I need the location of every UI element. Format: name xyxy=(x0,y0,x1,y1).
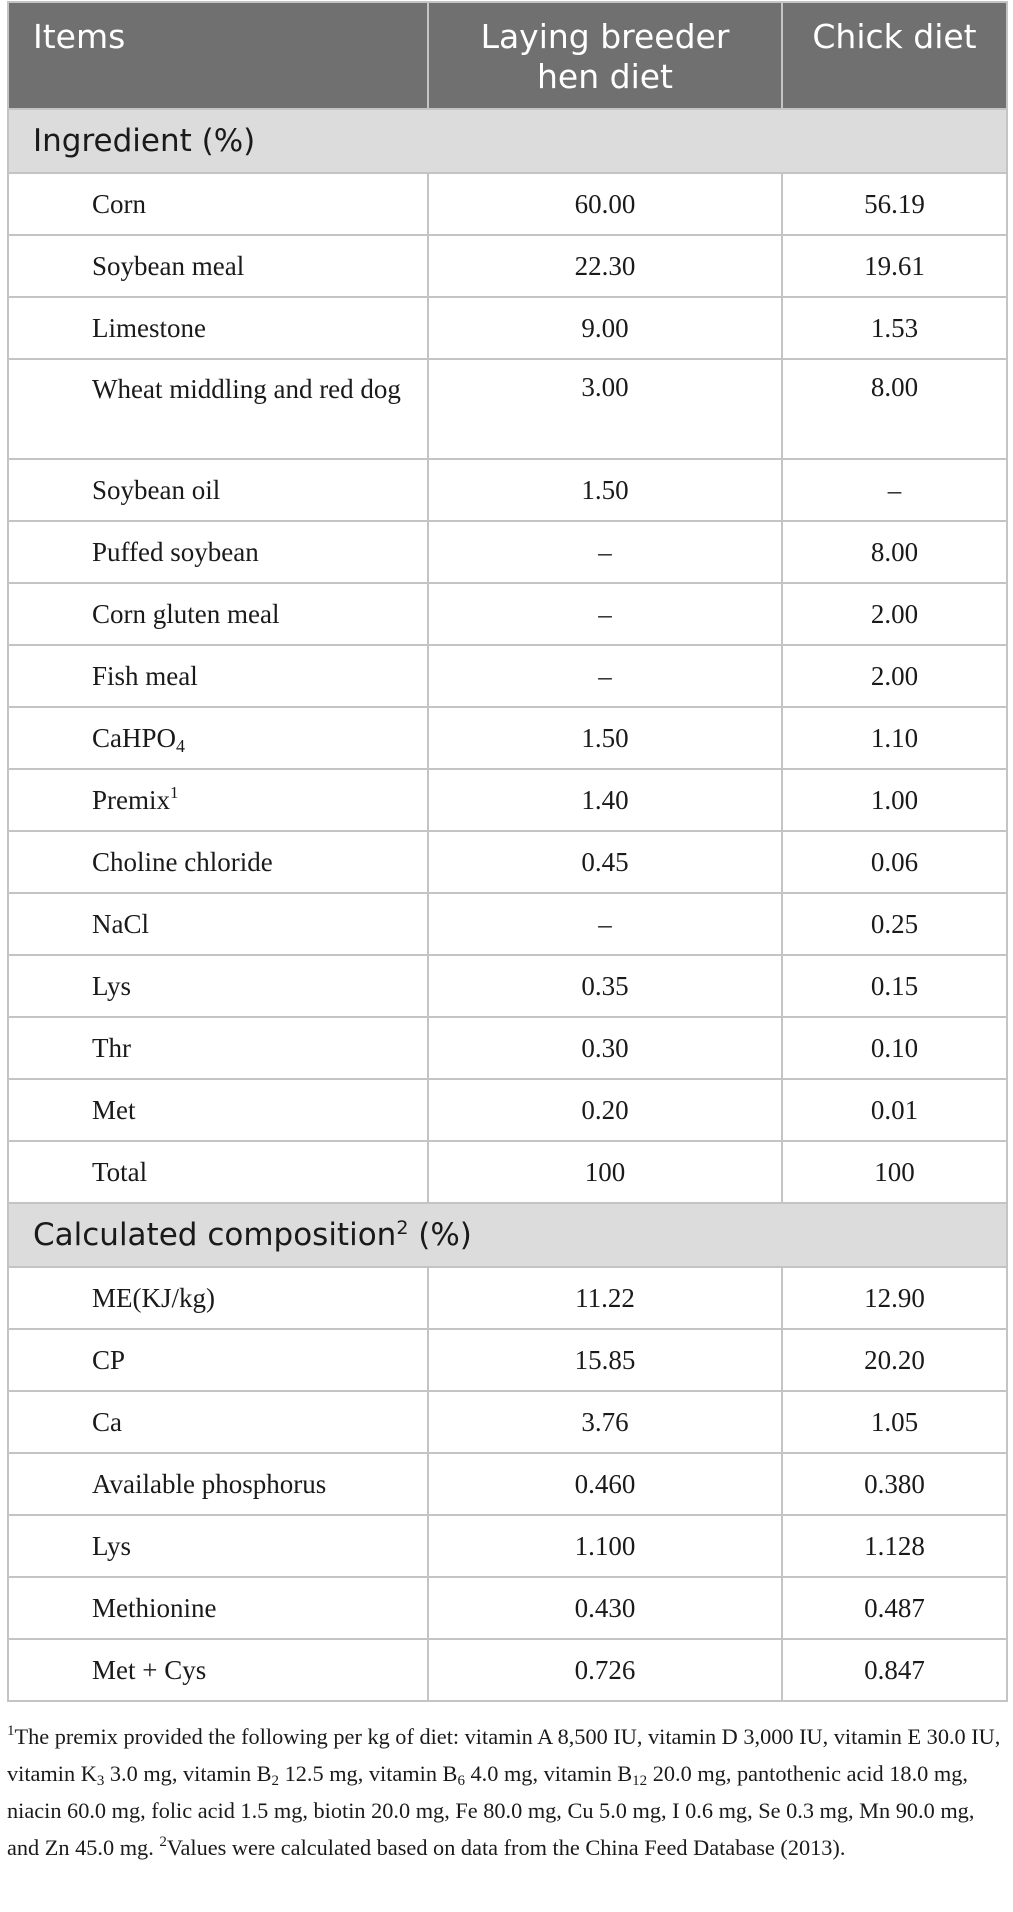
footnote-marker-2: 2 xyxy=(159,1834,167,1850)
ingredient-name-cahpo4 xyxy=(8,707,428,769)
footnote-marker-1: 1 xyxy=(7,1723,15,1739)
chick-value: 12.90 xyxy=(782,1267,1007,1329)
table-row xyxy=(8,297,1007,359)
subscript: 12 xyxy=(632,1773,648,1789)
ingredient-name: Total xyxy=(8,1141,428,1203)
diet-composition-table-wrapper xyxy=(7,1,1006,1866)
footnote-text: 4.0 mg, vitamin B xyxy=(464,1761,633,1786)
subscript: 2 xyxy=(271,1773,280,1789)
laying-value: 0.35 xyxy=(428,955,782,1017)
section-calculated-text: Calculated composition xyxy=(33,1217,397,1253)
laying-value: 1.50 xyxy=(428,459,782,521)
laying-value: 100 xyxy=(428,1141,782,1203)
table-row xyxy=(8,459,1007,521)
chick-value: 100 xyxy=(782,1141,1007,1203)
laying-value: 22.30 xyxy=(428,235,782,297)
footnote-text: 12.5 mg, vitamin B xyxy=(279,1761,458,1786)
laying-value: – xyxy=(428,893,782,955)
table-row xyxy=(8,707,1007,769)
ingredient-name: Thr xyxy=(8,1017,428,1079)
section-row-calculated-composition xyxy=(8,1203,1007,1267)
table-row xyxy=(8,831,1007,893)
table-footnote xyxy=(7,1718,1011,1866)
laying-value: – xyxy=(428,645,782,707)
composition-name: Available phosphorus xyxy=(8,1453,428,1515)
laying-value: 3.76 xyxy=(428,1391,782,1453)
chick-value: 8.00 xyxy=(782,521,1007,583)
ingredient-name: Fish meal xyxy=(8,645,428,707)
laying-value: 1.50 xyxy=(428,707,782,769)
composition-name: Ca xyxy=(8,1391,428,1453)
ingredient-name: NaCl xyxy=(8,893,428,955)
laying-value: 1.40 xyxy=(428,769,782,831)
composition-name: Met + Cys xyxy=(8,1639,428,1701)
ingredient-name: Soybean meal xyxy=(8,235,428,297)
footnote-text: 3.0 mg, vitamin B xyxy=(104,1761,272,1786)
header-items: Items xyxy=(8,2,428,109)
ingredient-name: Soybean oil xyxy=(8,459,428,521)
chick-value: 1.128 xyxy=(782,1515,1007,1577)
table-row xyxy=(8,359,1007,459)
table-header-row xyxy=(8,2,1007,109)
laying-value: 0.726 xyxy=(428,1639,782,1701)
subscript: 3 xyxy=(96,1773,105,1789)
table-row xyxy=(8,1515,1007,1577)
ingredient-name-premix xyxy=(8,769,428,831)
laying-value: 9.00 xyxy=(428,297,782,359)
subscript: 6 xyxy=(457,1773,465,1789)
ingredient-name: Lys xyxy=(8,955,428,1017)
table-row xyxy=(8,1079,1007,1141)
table-row xyxy=(8,769,1007,831)
table-row xyxy=(8,235,1007,297)
ingredient-name: Corn xyxy=(8,173,428,235)
footnote-text: 20.0 mg, pantothenic acid 18.0 mg, niacin 60.0 mg, folic acid 1.5 mg, biotin 20.0 mg, Fe 80.0 mg, Cu 5.0 mg, I 0.6 mg, Se 0.3 mg, Mn 90.0 mg, and Zn 45.0 mg. xyxy=(7,1761,980,1860)
composition-name: Lys xyxy=(8,1515,428,1577)
laying-value: 60.00 xyxy=(428,173,782,235)
laying-value: 0.45 xyxy=(428,831,782,893)
table-row xyxy=(8,1453,1007,1515)
diet-composition-table xyxy=(7,1,1008,1702)
laying-value: 11.22 xyxy=(428,1267,782,1329)
chick-value: 20.20 xyxy=(782,1329,1007,1391)
table-row xyxy=(8,645,1007,707)
footnote-text: Values were calculated based on data from the China Feed Database (2013). xyxy=(166,1835,846,1860)
subscript: 4 xyxy=(176,736,186,756)
composition-name: ME(KJ/kg) xyxy=(8,1267,428,1329)
laying-value: 0.30 xyxy=(428,1017,782,1079)
chick-value: 8.00 xyxy=(782,359,1007,459)
laying-value: 0.20 xyxy=(428,1079,782,1141)
chick-value: 0.01 xyxy=(782,1079,1007,1141)
laying-value: 15.85 xyxy=(428,1329,782,1391)
laying-value: – xyxy=(428,583,782,645)
ingredient-name: Corn gluten meal xyxy=(8,583,428,645)
table-row xyxy=(8,893,1007,955)
table-row xyxy=(8,1577,1007,1639)
table-row xyxy=(8,1267,1007,1329)
chick-value: 19.61 xyxy=(782,235,1007,297)
chick-value: 2.00 xyxy=(782,645,1007,707)
chick-value: 0.10 xyxy=(782,1017,1007,1079)
chick-value: 0.15 xyxy=(782,955,1007,1017)
table-row xyxy=(8,1017,1007,1079)
footnote-marker: 1 xyxy=(170,783,179,802)
composition-name: Methionine xyxy=(8,1577,428,1639)
table-row xyxy=(8,173,1007,235)
table-row xyxy=(8,521,1007,583)
header-laying-breeder-hen-diet xyxy=(428,2,782,109)
chick-value: 0.847 xyxy=(782,1639,1007,1701)
ingredient-name: Puffed soybean xyxy=(8,521,428,583)
chick-value: 0.25 xyxy=(782,893,1007,955)
section-row-ingredient xyxy=(8,109,1007,173)
table-row xyxy=(8,583,1007,645)
table-row xyxy=(8,1639,1007,1701)
chick-value: 0.06 xyxy=(782,831,1007,893)
ingredient-name: Wheat middling and red dog xyxy=(8,359,428,459)
chick-value: 0.487 xyxy=(782,1577,1007,1639)
section-calculated-unit: (%) xyxy=(408,1217,472,1253)
ingredient-name: Met xyxy=(8,1079,428,1141)
ingredient-name-text: CaHPO xyxy=(92,723,177,753)
laying-value: 0.460 xyxy=(428,1453,782,1515)
footnote-marker: 2 xyxy=(396,1217,409,1239)
footnote-text: The premix provided the following per kg of diet: vitamin A 8,500 IU, vitamin D 3,000 IU, vitamin E 30.0 IU, vitamin K xyxy=(7,1724,1001,1786)
table-row xyxy=(8,1391,1007,1453)
chick-value: 1.10 xyxy=(782,707,1007,769)
chick-value: 1.00 xyxy=(782,769,1007,831)
ingredient-name: Choline chloride xyxy=(8,831,428,893)
laying-value: – xyxy=(428,521,782,583)
chick-value: 1.05 xyxy=(782,1391,1007,1453)
chick-value: 0.380 xyxy=(782,1453,1007,1515)
chick-value: 1.53 xyxy=(782,297,1007,359)
header-laying-label: Laying breeder hen diet xyxy=(480,17,730,96)
table-row xyxy=(8,955,1007,1017)
ingredient-name: Limestone xyxy=(8,297,428,359)
laying-value: 0.430 xyxy=(428,1577,782,1639)
table-row xyxy=(8,1329,1007,1391)
chick-value: 56.19 xyxy=(782,173,1007,235)
chick-value: 2.00 xyxy=(782,583,1007,645)
chick-value: – xyxy=(782,459,1007,521)
table-row-total xyxy=(8,1141,1007,1203)
composition-name: CP xyxy=(8,1329,428,1391)
laying-value: 1.100 xyxy=(428,1515,782,1577)
ingredient-name-text: Premix xyxy=(92,785,170,815)
section-calculated-label xyxy=(8,1203,1007,1267)
header-chick-diet: Chick diet xyxy=(782,2,1007,109)
section-ingredient-label: Ingredient (%) xyxy=(8,109,1007,173)
laying-value: 3.00 xyxy=(428,359,782,459)
